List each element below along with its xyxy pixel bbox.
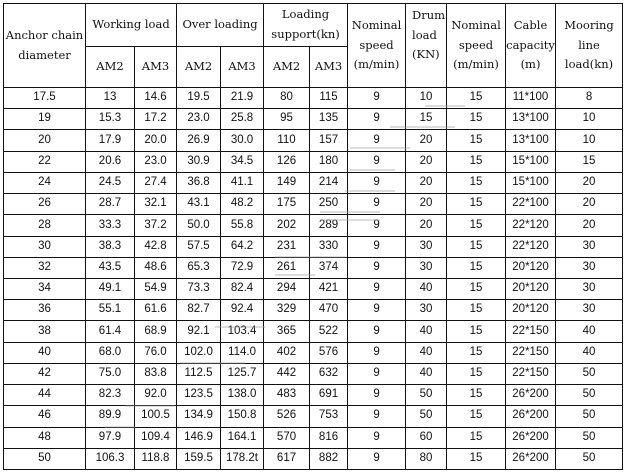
cell-drum-load: 20 (406, 172, 447, 193)
cell-loading-support-am2: 402 (264, 342, 310, 363)
cell-loading-support-am2: 110 (264, 130, 310, 151)
cell-nominal-speed-1: 9 (348, 194, 406, 215)
table-row (4, 321, 623, 342)
cell-over-loading-am2: 159.5 (177, 448, 221, 469)
cell-over-loading-am3: 21.9 (221, 88, 264, 109)
cell-nominal-speed-1: 9 (348, 215, 406, 236)
cell-over-loading-am3: 41.1 (221, 172, 264, 193)
cell-cable-capacity: 20*120 (506, 278, 556, 299)
cell-over-loading-am3: 138.0 (221, 385, 264, 406)
cell-nominal-speed-2: 15 (447, 172, 506, 193)
cell-loading-support-am2: 617 (264, 448, 310, 469)
cell-over-loading-am3: 82.4 (221, 278, 264, 299)
cell-nominal-speed-2: 15 (447, 406, 506, 427)
cell-working-load-am3: 61.6 (135, 300, 177, 321)
cell-loading-support-am3: 180 (310, 151, 348, 172)
cell-working-load-am2: 17.9 (86, 130, 135, 151)
cell-anchor-chain-diameter: 34 (4, 278, 86, 299)
table-row (4, 278, 623, 299)
cell-nominal-speed-2: 15 (447, 109, 506, 130)
cell-drum-load: 80 (406, 448, 447, 469)
cell-mooring-line-load: 30 (556, 300, 623, 321)
cell-over-loading-am3: 34.5 (221, 151, 264, 172)
cell-working-load-am3: 100.5 (135, 406, 177, 427)
cell-working-load-am2: 82.3 (86, 385, 135, 406)
cell-cable-capacity: 26*200 (506, 406, 556, 427)
cell-working-load-am2: 75.0 (86, 363, 135, 384)
cell-mooring-line-load: 40 (556, 342, 623, 363)
table-row (4, 257, 623, 278)
cell-loading-support-am3: 470 (310, 300, 348, 321)
cell-over-loading-am3: 92.4 (221, 300, 264, 321)
cell-cable-capacity: 22*150 (506, 363, 556, 384)
cell-nominal-speed-2: 15 (447, 215, 506, 236)
cell-loading-support-am3: 691 (310, 385, 348, 406)
cell-working-load-am2: 38.3 (86, 236, 135, 257)
cell-anchor-chain-diameter: 19 (4, 109, 86, 130)
cell-drum-load: 60 (406, 427, 447, 448)
cell-over-loading-am2: 36.8 (177, 172, 221, 193)
cell-anchor-chain-diameter: 44 (4, 385, 86, 406)
cell-cable-capacity: 15*100 (506, 172, 556, 193)
cell-nominal-speed-1: 9 (348, 278, 406, 299)
cell-working-load-am3: 68.9 (135, 321, 177, 342)
cell-mooring-line-load: 10 (556, 109, 623, 130)
cell-anchor-chain-diameter: 30 (4, 236, 86, 257)
cell-loading-support-am3: 522 (310, 321, 348, 342)
cell-anchor-chain-diameter: 50 (4, 448, 86, 469)
header-anchor-chain-diameter: Anchor chain diameter (4, 4, 86, 88)
cell-loading-support-am3: 421 (310, 278, 348, 299)
cell-nominal-speed-2: 15 (447, 342, 506, 363)
cell-working-load-am3: 76.0 (135, 342, 177, 363)
header-over-loading: Over loading (177, 4, 264, 47)
cell-working-load-am2: 49.1 (86, 278, 135, 299)
cell-cable-capacity: 22*120 (506, 236, 556, 257)
cell-anchor-chain-diameter: 38 (4, 321, 86, 342)
cell-over-loading-am3: 114.0 (221, 342, 264, 363)
header-over-loading-am3: AM3 (221, 47, 264, 88)
cell-working-load-am2: 106.3 (86, 448, 135, 469)
cell-drum-load: 20 (406, 151, 447, 172)
header-over-loading-am2: AM2 (177, 47, 221, 88)
cell-anchor-chain-diameter: 17.5 (4, 88, 86, 109)
cell-anchor-chain-diameter: 20 (4, 130, 86, 151)
cell-over-loading-am3: 125.7 (221, 363, 264, 384)
cell-mooring-line-load: 50 (556, 427, 623, 448)
cell-nominal-speed-1: 9 (348, 236, 406, 257)
cell-mooring-line-load: 50 (556, 406, 623, 427)
cell-over-loading-am2: 65.3 (177, 257, 221, 278)
cell-nominal-speed-2: 15 (447, 236, 506, 257)
cell-over-loading-am2: 57.5 (177, 236, 221, 257)
cell-working-load-am3: 17.2 (135, 109, 177, 130)
cell-loading-support-am3: 135 (310, 109, 348, 130)
cell-over-loading-am2: 26.9 (177, 130, 221, 151)
cell-over-loading-am3: 164.1 (221, 427, 264, 448)
cell-nominal-speed-2: 15 (447, 88, 506, 109)
cell-anchor-chain-diameter: 48 (4, 427, 86, 448)
cell-cable-capacity: 26*200 (506, 385, 556, 406)
table-row (4, 406, 623, 427)
table-row (4, 427, 623, 448)
cell-over-loading-am2: 23.0 (177, 109, 221, 130)
cell-nominal-speed-2: 15 (447, 385, 506, 406)
cell-loading-support-am3: 816 (310, 427, 348, 448)
cell-over-loading-am2: 43.1 (177, 194, 221, 215)
cell-working-load-am3: 27.4 (135, 172, 177, 193)
cell-cable-capacity: 20*120 (506, 257, 556, 278)
cell-drum-load: 40 (406, 321, 447, 342)
cell-cable-capacity: 26*200 (506, 448, 556, 469)
header-nominal-speed-1: Nominal speed (m/min) (348, 4, 406, 88)
header-drum-load: Drum load (KN) (406, 4, 447, 88)
cell-drum-load: 40 (406, 278, 447, 299)
table-row (4, 236, 623, 257)
cell-anchor-chain-diameter: 32 (4, 257, 86, 278)
header-cable-capacity: Cable capacity (m) (506, 4, 556, 88)
cell-loading-support-am2: 526 (264, 406, 310, 427)
cell-over-loading-am3: 55.8 (221, 215, 264, 236)
cell-loading-support-am2: 294 (264, 278, 310, 299)
header-working-load: Working load (86, 4, 177, 47)
table-row (4, 130, 623, 151)
cell-working-load-am2: 89.9 (86, 406, 135, 427)
cell-nominal-speed-1: 9 (348, 109, 406, 130)
cell-nominal-speed-1: 9 (348, 321, 406, 342)
cell-over-loading-am2: 73.3 (177, 278, 221, 299)
cell-loading-support-am2: 365 (264, 321, 310, 342)
cell-nominal-speed-1: 9 (348, 172, 406, 193)
cell-mooring-line-load: 30 (556, 236, 623, 257)
cell-working-load-am2: 15.3 (86, 109, 135, 130)
cell-loading-support-am2: 261 (264, 257, 310, 278)
cell-over-loading-am2: 134.9 (177, 406, 221, 427)
cell-anchor-chain-diameter: 36 (4, 300, 86, 321)
cell-over-loading-am3: 30.0 (221, 130, 264, 151)
cell-drum-load: 40 (406, 363, 447, 384)
cell-working-load-am2: 68.0 (86, 342, 135, 363)
table-row (4, 385, 623, 406)
header-working-load-am2: AM2 (86, 47, 135, 88)
cell-drum-load: 30 (406, 257, 447, 278)
cell-nominal-speed-2: 15 (447, 448, 506, 469)
cell-mooring-line-load: 20 (556, 172, 623, 193)
cell-working-load-am3: 14.6 (135, 88, 177, 109)
cell-loading-support-am2: 442 (264, 363, 310, 384)
cell-mooring-line-load: 8 (556, 88, 623, 109)
cell-nominal-speed-1: 9 (348, 385, 406, 406)
cell-mooring-line-load: 50 (556, 363, 623, 384)
cell-working-load-am2: 61.4 (86, 321, 135, 342)
cell-working-load-am3: 32.1 (135, 194, 177, 215)
cell-working-load-am3: 20.0 (135, 130, 177, 151)
cell-drum-load: 40 (406, 342, 447, 363)
cell-working-load-am3: 92.0 (135, 385, 177, 406)
table-row (4, 363, 623, 384)
cell-loading-support-am3: 289 (310, 215, 348, 236)
cell-nominal-speed-1: 9 (348, 300, 406, 321)
cell-cable-capacity: 22*120 (506, 215, 556, 236)
cell-working-load-am3: 42.8 (135, 236, 177, 257)
header-mooring-line-load: Mooring line load(kn) (556, 4, 623, 88)
cell-anchor-chain-diameter: 28 (4, 215, 86, 236)
cell-drum-load: 30 (406, 236, 447, 257)
cell-drum-load: 20 (406, 194, 447, 215)
cell-loading-support-am2: 483 (264, 385, 310, 406)
cell-working-load-am3: 23.0 (135, 151, 177, 172)
header-row-1 (4, 4, 623, 47)
cell-drum-load: 15 (406, 109, 447, 130)
cell-loading-support-am2: 329 (264, 300, 310, 321)
cell-anchor-chain-diameter: 46 (4, 406, 86, 427)
cell-cable-capacity: 15*100 (506, 151, 556, 172)
cell-mooring-line-load: 50 (556, 448, 623, 469)
cell-loading-support-am3: 250 (310, 194, 348, 215)
cell-drum-load: 50 (406, 406, 447, 427)
cell-working-load-am2: 33.3 (86, 215, 135, 236)
cell-mooring-line-load: 30 (556, 257, 623, 278)
cell-nominal-speed-1: 9 (348, 406, 406, 427)
cell-drum-load: 20 (406, 215, 447, 236)
cell-cable-capacity: 22*150 (506, 342, 556, 363)
cell-anchor-chain-diameter: 40 (4, 342, 86, 363)
cell-nominal-speed-2: 15 (447, 363, 506, 384)
cell-cable-capacity: 13*100 (506, 109, 556, 130)
table-row (4, 300, 623, 321)
cell-drum-load: 30 (406, 300, 447, 321)
cell-loading-support-am2: 231 (264, 236, 310, 257)
cell-loading-support-am3: 374 (310, 257, 348, 278)
cell-drum-load: 10 (406, 88, 447, 109)
cell-loading-support-am3: 882 (310, 448, 348, 469)
cell-anchor-chain-diameter: 22 (4, 151, 86, 172)
cell-nominal-speed-2: 15 (447, 257, 506, 278)
cell-cable-capacity: 20*120 (506, 300, 556, 321)
cell-over-loading-am3: 64.2 (221, 236, 264, 257)
cell-nominal-speed-1: 9 (348, 88, 406, 109)
cell-nominal-speed-2: 15 (447, 321, 506, 342)
anchor-windlass-spec-table (3, 3, 623, 470)
cell-over-loading-am2: 50.0 (177, 215, 221, 236)
header-loading-support: Loading support(kn) (264, 4, 348, 47)
cell-over-loading-am2: 19.5 (177, 88, 221, 109)
header-loading-support-am3: AM3 (310, 47, 348, 88)
cell-loading-support-am3: 115 (310, 88, 348, 109)
cell-drum-load: 20 (406, 130, 447, 151)
cell-cable-capacity: 11*100 (506, 88, 556, 109)
cell-loading-support-am2: 202 (264, 215, 310, 236)
cell-loading-support-am3: 753 (310, 406, 348, 427)
cell-loading-support-am2: 126 (264, 151, 310, 172)
cell-nominal-speed-2: 15 (447, 278, 506, 299)
cell-nominal-speed-1: 9 (348, 342, 406, 363)
cell-mooring-line-load: 30 (556, 278, 623, 299)
table-row (4, 448, 623, 469)
cell-loading-support-am3: 576 (310, 342, 348, 363)
cell-cable-capacity: 22*100 (506, 194, 556, 215)
cell-working-load-am3: 48.6 (135, 257, 177, 278)
header-loading-support-am2: AM2 (264, 47, 310, 88)
cell-over-loading-am2: 30.9 (177, 151, 221, 172)
cell-mooring-line-load: 10 (556, 130, 623, 151)
cell-loading-support-am3: 632 (310, 363, 348, 384)
cell-nominal-speed-2: 15 (447, 130, 506, 151)
cell-nominal-speed-2: 15 (447, 300, 506, 321)
cell-nominal-speed-1: 9 (348, 427, 406, 448)
cell-mooring-line-load: 50 (556, 385, 623, 406)
cell-working-load-am3: 109.4 (135, 427, 177, 448)
cell-mooring-line-load: 15 (556, 151, 623, 172)
cell-cable-capacity: 22*150 (506, 321, 556, 342)
table-row (4, 151, 623, 172)
cell-mooring-line-load: 20 (556, 215, 623, 236)
cell-nominal-speed-2: 15 (447, 151, 506, 172)
cell-mooring-line-load: 40 (556, 321, 623, 342)
cell-working-load-am2: 13 (86, 88, 135, 109)
cell-working-load-am2: 20.6 (86, 151, 135, 172)
cell-anchor-chain-diameter: 24 (4, 172, 86, 193)
cell-over-loading-am2: 92.1 (177, 321, 221, 342)
cell-working-load-am3: 37.2 (135, 215, 177, 236)
table-row (4, 215, 623, 236)
cell-over-loading-am3: 48.2 (221, 194, 264, 215)
cell-over-loading-am2: 102.0 (177, 342, 221, 363)
table-row (4, 88, 623, 109)
cell-over-loading-am2: 112.5 (177, 363, 221, 384)
cell-nominal-speed-1: 9 (348, 448, 406, 469)
table-row (4, 342, 623, 363)
cell-anchor-chain-diameter: 42 (4, 363, 86, 384)
cell-working-load-am3: 118.8 (135, 448, 177, 469)
cell-cable-capacity: 26*200 (506, 427, 556, 448)
cell-working-load-am3: 54.9 (135, 278, 177, 299)
cell-nominal-speed-2: 15 (447, 427, 506, 448)
cell-loading-support-am2: 80 (264, 88, 310, 109)
cell-working-load-am3: 83.8 (135, 363, 177, 384)
header-nominal-speed-2: Nominal speed (m/min) (447, 4, 506, 88)
cell-over-loading-am2: 123.5 (177, 385, 221, 406)
cell-working-load-am2: 28.7 (86, 194, 135, 215)
table-row (4, 109, 623, 130)
header-working-load-am3: AM3 (135, 47, 177, 88)
cell-over-loading-am3: 178.2t (221, 448, 264, 469)
cell-over-loading-am2: 82.7 (177, 300, 221, 321)
cell-over-loading-am3: 103.4 (221, 321, 264, 342)
cell-nominal-speed-1: 9 (348, 151, 406, 172)
cell-working-load-am2: 24.5 (86, 172, 135, 193)
cell-working-load-am2: 97.9 (86, 427, 135, 448)
cell-anchor-chain-diameter: 26 (4, 194, 86, 215)
cell-loading-support-am3: 214 (310, 172, 348, 193)
cell-working-load-am2: 43.5 (86, 257, 135, 278)
table-body (4, 88, 623, 470)
cell-nominal-speed-2: 15 (447, 194, 506, 215)
cell-over-loading-am2: 146.9 (177, 427, 221, 448)
cell-nominal-speed-1: 9 (348, 130, 406, 151)
cell-over-loading-am3: 72.9 (221, 257, 264, 278)
cell-loading-support-am2: 570 (264, 427, 310, 448)
cell-working-load-am2: 55.1 (86, 300, 135, 321)
cell-cable-capacity: 13*100 (506, 130, 556, 151)
cell-nominal-speed-1: 9 (348, 363, 406, 384)
table-row (4, 194, 623, 215)
cell-loading-support-am2: 95 (264, 109, 310, 130)
table-row (4, 172, 623, 193)
cell-loading-support-am3: 157 (310, 130, 348, 151)
cell-over-loading-am3: 150.8 (221, 406, 264, 427)
cell-loading-support-am3: 330 (310, 236, 348, 257)
cell-loading-support-am2: 149 (264, 172, 310, 193)
cell-over-loading-am3: 25.8 (221, 109, 264, 130)
cell-drum-load: 50 (406, 385, 447, 406)
cell-mooring-line-load: 20 (556, 194, 623, 215)
cell-loading-support-am2: 175 (264, 194, 310, 215)
cell-nominal-speed-1: 9 (348, 257, 406, 278)
